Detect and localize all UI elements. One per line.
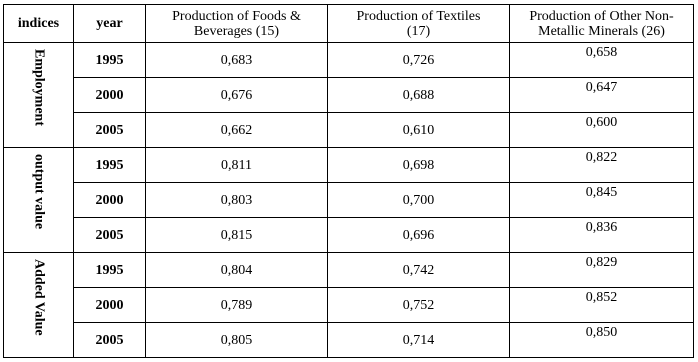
group-label-cell <box>4 253 74 358</box>
minerals-value: 0,845 <box>510 183 694 218</box>
foods-value: 0,789 <box>146 288 328 323</box>
foods-value: 0,805 <box>146 323 328 358</box>
table-row <box>4 323 694 358</box>
textiles-value: 0,752 <box>328 288 510 323</box>
year-cell: 2000 <box>74 78 146 113</box>
header-row <box>4 5 694 43</box>
foods-value: 0,815 <box>146 218 328 253</box>
table-row <box>4 218 694 253</box>
group-label-employment: Employment <box>31 49 47 126</box>
group-label-cell <box>4 148 74 253</box>
textiles-value: 0,700 <box>328 183 510 218</box>
header-foods-line2: Beverages (15) <box>193 23 280 39</box>
year-cell: 1995 <box>74 253 146 288</box>
minerals-value: 0,850 <box>510 323 694 358</box>
header-indices: indices <box>4 5 74 43</box>
foods-value: 0,804 <box>146 253 328 288</box>
year-cell: 2005 <box>74 323 146 358</box>
year-cell: 1995 <box>74 43 146 78</box>
group-label-added-value: Added Value <box>31 259 47 336</box>
data-table <box>3 4 694 358</box>
minerals-value: 0,836 <box>510 218 694 253</box>
foods-value: 0,676 <box>146 78 328 113</box>
minerals-value: 0,600 <box>510 113 694 148</box>
year-cell: 2000 <box>74 183 146 218</box>
group-label-output-value: output value <box>31 154 47 230</box>
foods-value: 0,683 <box>146 43 328 78</box>
header-foods-beverages <box>146 5 328 43</box>
textiles-value: 0,742 <box>328 253 510 288</box>
textiles-value: 0,696 <box>328 218 510 253</box>
header-minerals <box>510 5 694 43</box>
foods-value: 0,803 <box>146 183 328 218</box>
header-minerals-line2: Metallic Minerals (26) <box>538 23 665 39</box>
minerals-value: 0,647 <box>510 78 694 113</box>
table-row <box>4 253 694 288</box>
minerals-value: 0,852 <box>510 288 694 323</box>
minerals-value: 0,658 <box>510 43 694 78</box>
header-textiles-line2: (17) <box>406 23 431 39</box>
minerals-value: 0,822 <box>510 148 694 183</box>
foods-value: 0,811 <box>146 148 328 183</box>
table-row <box>4 43 694 78</box>
table-row <box>4 113 694 148</box>
minerals-value: 0,829 <box>510 253 694 288</box>
table-row <box>4 148 694 183</box>
year-cell: 1995 <box>74 148 146 183</box>
textiles-value: 0,726 <box>328 43 510 78</box>
textiles-value: 0,714 <box>328 323 510 358</box>
textiles-value: 0,698 <box>328 148 510 183</box>
group-label-cell <box>4 43 74 148</box>
foods-value: 0,662 <box>146 113 328 148</box>
header-textiles <box>328 5 510 43</box>
textiles-value: 0,688 <box>328 78 510 113</box>
table-row <box>4 78 694 113</box>
year-cell: 2005 <box>74 218 146 253</box>
header-year: year <box>74 5 146 43</box>
textiles-value: 0,610 <box>328 113 510 148</box>
year-cell: 2005 <box>74 113 146 148</box>
table-row <box>4 288 694 323</box>
year-cell: 2000 <box>74 288 146 323</box>
header-foods-line1: Production of Foods & <box>172 8 301 24</box>
table-row <box>4 183 694 218</box>
data-table-container <box>3 4 694 358</box>
header-textiles-line1: Production of Textiles <box>356 8 481 24</box>
header-minerals-line1: Production of Other Non- <box>529 8 674 24</box>
